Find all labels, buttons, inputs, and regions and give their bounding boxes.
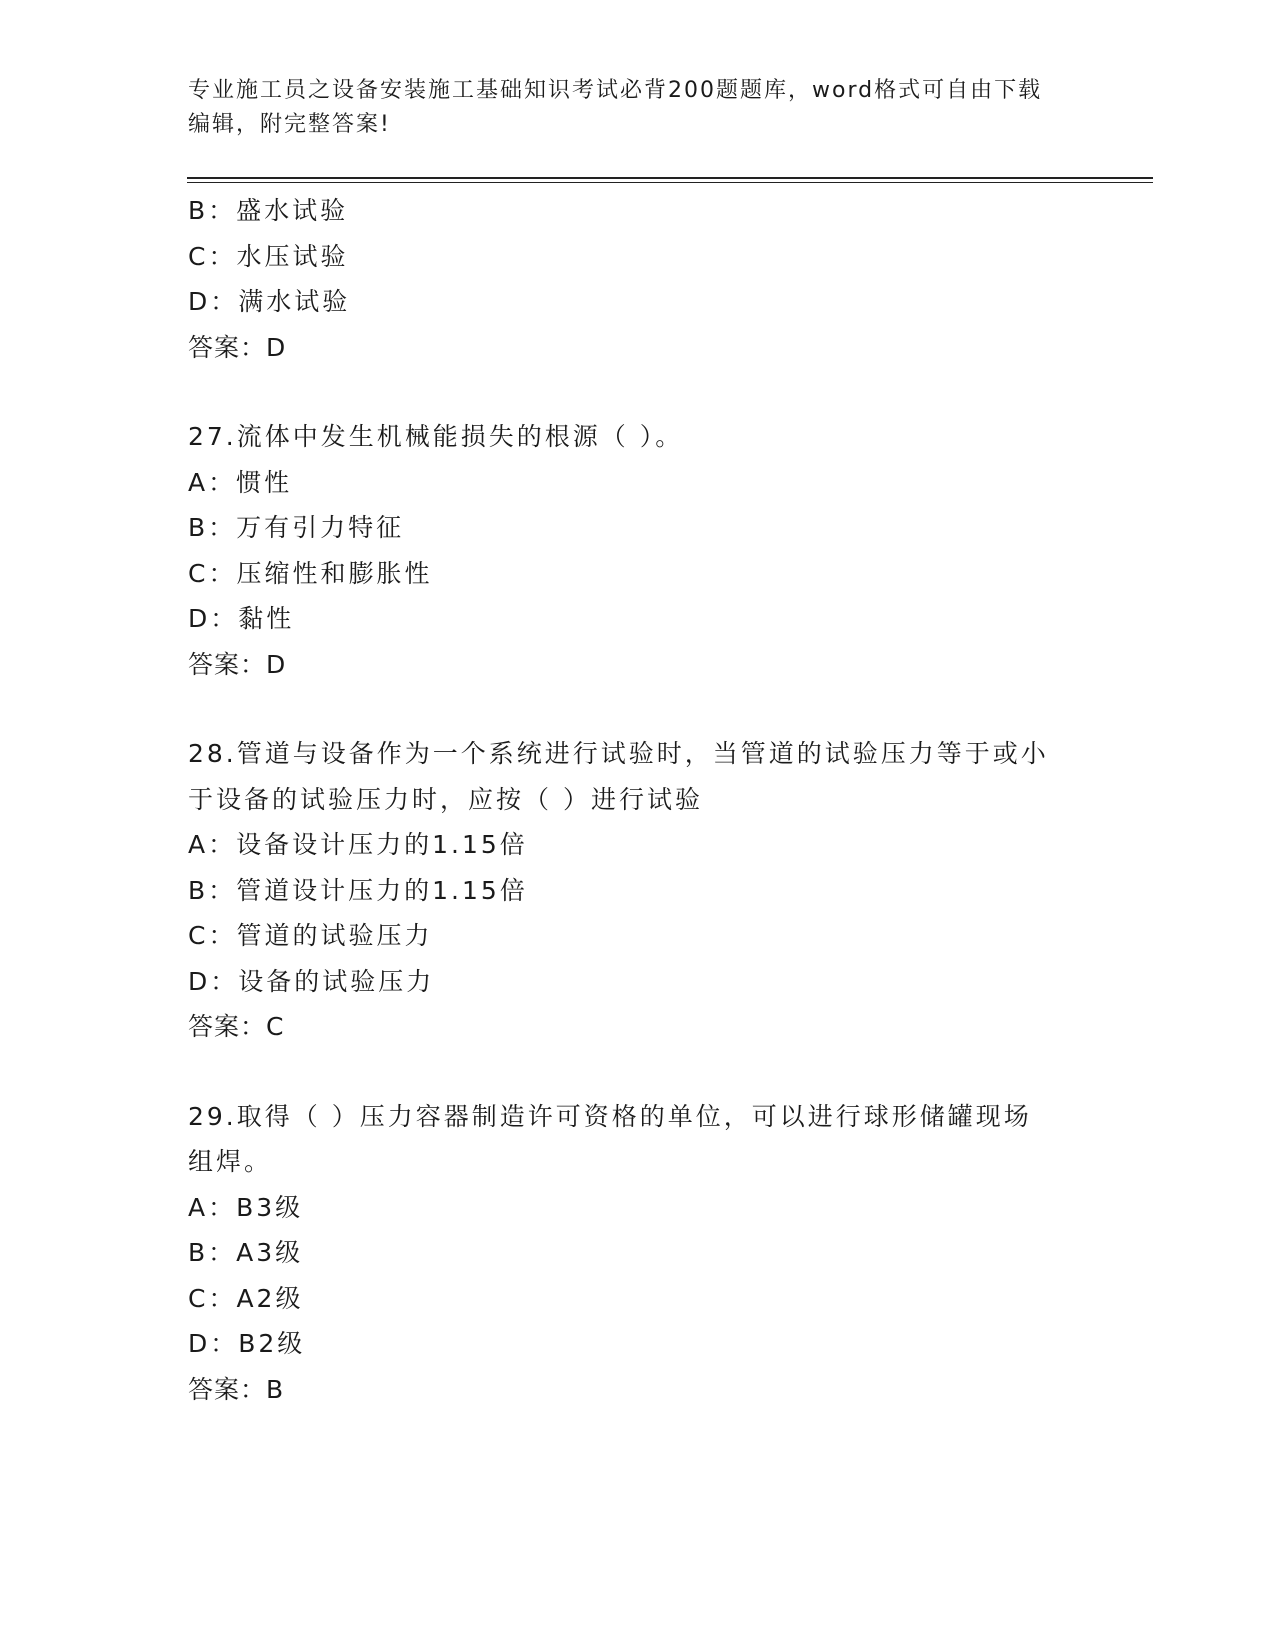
question-27 — [188, 414, 1088, 687]
option-b: B：盛水试验 — [188, 196, 349, 225]
option-b: B：万有引力特征 — [188, 513, 405, 542]
option-b: B：管道设计压力的1.15倍 — [188, 875, 528, 905]
option-a: A：B3级 — [188, 1192, 304, 1222]
option-a: A：惯性 — [188, 467, 293, 497]
header-line-2: 编辑，附完整答案! — [188, 112, 391, 137]
question-text-continued: 于设备的试验压力时，应按（ ）进行试验 — [188, 784, 703, 814]
question-29 — [188, 1094, 1088, 1413]
question-text-continued: 组焊。 — [188, 1147, 273, 1176]
option-c: C：管道的试验压力 — [188, 921, 433, 950]
option-c: C：水压试验 — [188, 241, 349, 271]
question-text: 29.取得（ ）压力容器制造许可资格的单位，可以进行球形储罐现场 — [188, 1101, 1032, 1131]
header-line-1: 专业施工员之设备安装施工基础知识考试必背200题题库，word格式可自由下载 — [188, 78, 1043, 103]
document-header — [188, 74, 1088, 142]
question-28 — [188, 731, 1088, 1050]
answer-line: 答案：B — [188, 1374, 285, 1404]
answer-line: 答案：C — [188, 1012, 285, 1041]
option-c: C：A2级 — [188, 1283, 304, 1313]
answer-line: 答案：D — [188, 649, 287, 679]
question-text: 28.管道与设备作为一个系统进行试验时，当管道的试验压力等于或小 — [188, 739, 1049, 768]
option-a: A：设备设计压力的1.15倍 — [188, 830, 528, 859]
answer-line: 答案：D — [188, 332, 287, 362]
option-d: D：B2级 — [188, 1329, 306, 1358]
option-d: D：满水试验 — [188, 287, 351, 316]
option-c: C：压缩性和膨胀性 — [188, 558, 433, 588]
question-26-continued — [188, 188, 1088, 370]
option-b: B：A3级 — [188, 1238, 304, 1267]
question-text: 27.流体中发生机械能损失的根源（ ）。 — [188, 422, 684, 451]
question-list — [188, 188, 1088, 1412]
option-d: D：黏性 — [188, 604, 295, 633]
option-d: D：设备的试验压力 — [188, 966, 435, 996]
header-divider — [187, 177, 1153, 183]
